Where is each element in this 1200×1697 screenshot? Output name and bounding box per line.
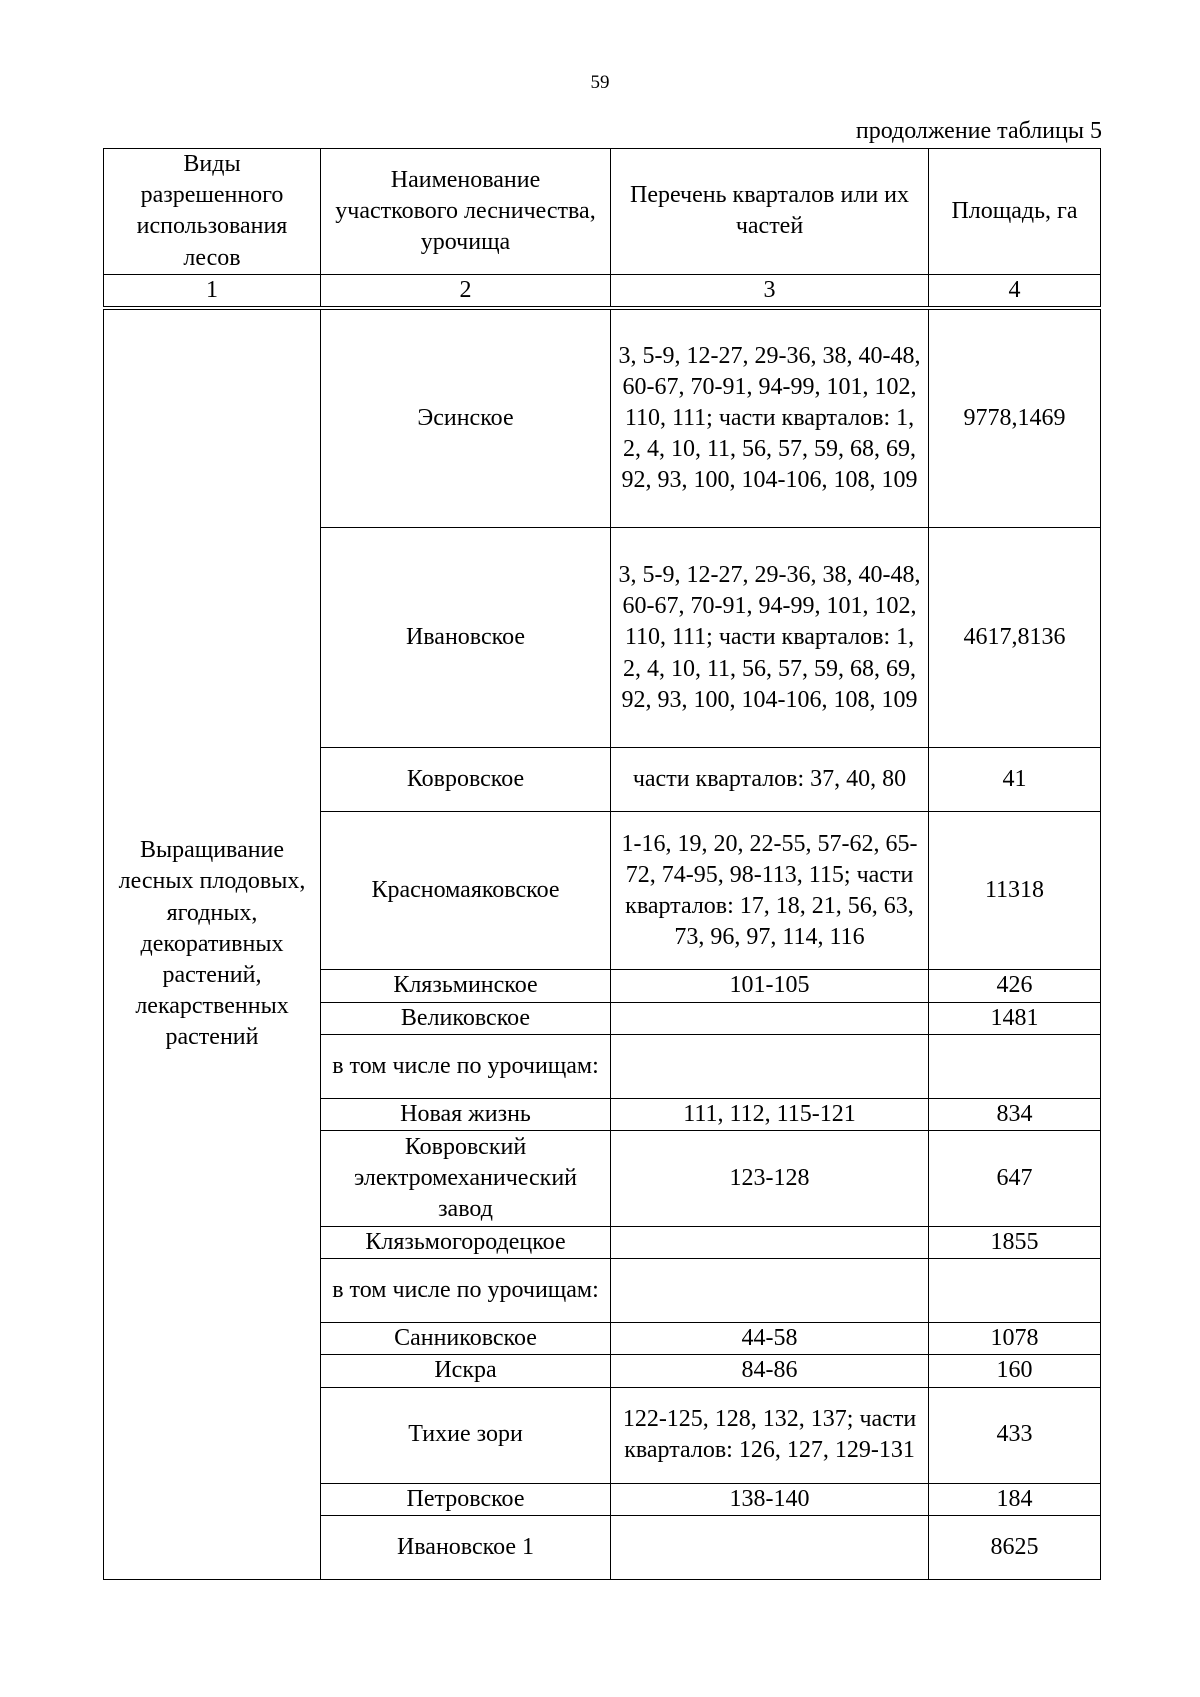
quarters-cell: 3, 5-9, 12-27, 29-36, 38, 40-48, 60-67, 70-91, 94-99, 101, 102, 110, 111; части кварталов: 1, 2, 4, 10, 11, 56, 57, 59, 68, 69, 92, 93, 100, 104-106, 108, 109	[611, 308, 929, 528]
forestry-name: Санниковское	[321, 1323, 611, 1355]
forestry-name: в том числе по урочищам:	[321, 1034, 611, 1098]
forestry-name: Клязьмогородецкое	[321, 1227, 611, 1259]
header-forestry-name: Наименование участкового лесничества, урочища	[321, 149, 611, 275]
header-quarters-list: Перечень кварталов или их частей	[611, 149, 929, 275]
quarters-cell: 138-140	[611, 1483, 929, 1515]
page-number: 59	[590, 72, 610, 93]
table-continuation-label: продолжение таблицы 5	[855, 118, 1102, 144]
forest-use-table	[103, 148, 1101, 1580]
quarters-cell	[611, 1002, 929, 1034]
quarters-cell: 84-86	[611, 1355, 929, 1387]
forestry-name: Ковровский электромеханический завод	[321, 1131, 611, 1227]
area-cell: 647	[929, 1131, 1101, 1227]
area-cell: 1078	[929, 1323, 1101, 1355]
quarters-cell: 122-125, 128, 132, 137; части кварталов: 126, 127, 129-131	[611, 1387, 929, 1483]
forestry-name: Ивановское 1	[321, 1515, 611, 1579]
forestry-name: Клязьминское	[321, 970, 611, 1002]
area-cell: 8625	[929, 1515, 1101, 1579]
forestry-name: Искра	[321, 1355, 611, 1387]
area-cell: 1481	[929, 1002, 1101, 1034]
forestry-name: Тихие зори	[321, 1387, 611, 1483]
forestry-name: в том числе по урочищам:	[321, 1259, 611, 1323]
area-cell: 433	[929, 1387, 1101, 1483]
forestry-name: Новая жизнь	[321, 1098, 611, 1130]
area-cell	[929, 1259, 1101, 1323]
area-cell: 9778,1469	[929, 308, 1101, 528]
area-cell: 834	[929, 1098, 1101, 1130]
column-number: 3	[611, 274, 929, 308]
area-cell: 160	[929, 1355, 1101, 1387]
area-cell: 11318	[929, 812, 1101, 970]
area-cell: 184	[929, 1483, 1101, 1515]
quarters-cell: 44-58	[611, 1323, 929, 1355]
quarters-cell	[611, 1227, 929, 1259]
table-row	[104, 308, 1101, 528]
column-number: 1	[104, 274, 321, 308]
quarters-cell	[611, 1515, 929, 1579]
area-cell: 4617,8136	[929, 528, 1101, 748]
column-number: 4	[929, 274, 1101, 308]
quarters-cell: 1-16, 19, 20, 22-55, 57-62, 65-72, 74-95, 98-113, 115; части кварталов: 17, 18, 21, 56, 63, 73, 96, 97, 114, 116	[611, 812, 929, 970]
forestry-name: Ковровское	[321, 748, 611, 812]
forestry-name: Ивановское	[321, 528, 611, 748]
quarters-cell: 123-128	[611, 1131, 929, 1227]
table-header-row	[104, 149, 1101, 275]
header-area: Площадь, га	[929, 149, 1101, 275]
area-cell: 1855	[929, 1227, 1101, 1259]
quarters-cell: 101-105	[611, 970, 929, 1002]
quarters-cell: части кварталов: 37, 40, 80	[611, 748, 929, 812]
forestry-name: Эсинское	[321, 308, 611, 528]
forestry-name: Великовское	[321, 1002, 611, 1034]
quarters-cell: 3, 5-9, 12-27, 29-36, 38, 40-48, 60-67, 70-91, 94-99, 101, 102, 110, 111; части кварталов: 1, 2, 4, 10, 11, 56, 57, 59, 68, 69, 92, 93, 100, 104-106, 108, 109	[611, 528, 929, 748]
usage-type-cell: Выращивание лесных плодовых, ягодных, декоративных растений, лекарственных растений	[104, 308, 321, 1579]
forestry-name: Петровское	[321, 1483, 611, 1515]
column-number-row	[104, 274, 1101, 308]
area-cell	[929, 1034, 1101, 1098]
quarters-cell	[611, 1034, 929, 1098]
area-cell: 41	[929, 748, 1101, 812]
quarters-cell	[611, 1259, 929, 1323]
area-cell: 426	[929, 970, 1101, 1002]
forestry-name: Красномаяковское	[321, 812, 611, 970]
quarters-cell: 111, 112, 115-121	[611, 1098, 929, 1130]
header-usage-type: Виды разрешенного использования лесов	[104, 149, 321, 275]
column-number: 2	[321, 274, 611, 308]
